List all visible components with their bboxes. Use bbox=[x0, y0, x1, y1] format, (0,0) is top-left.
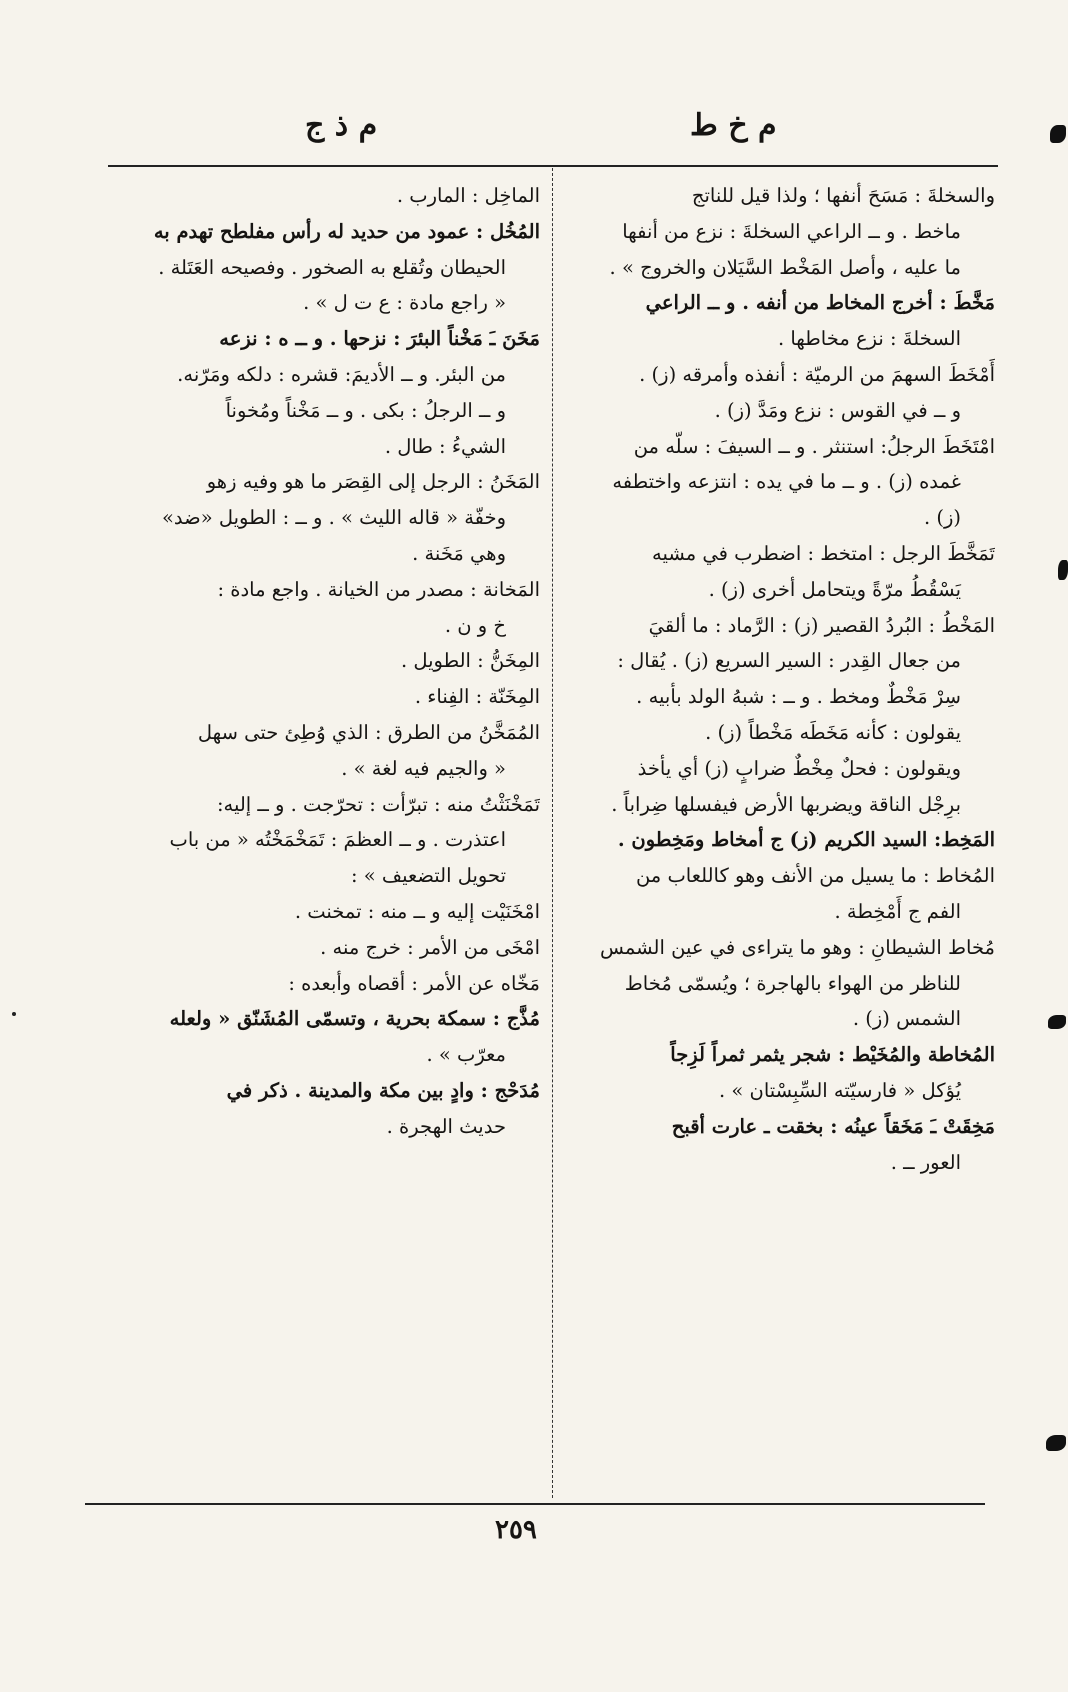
column-separator bbox=[552, 168, 553, 1498]
entry-line: وخفّة « قاله الليث » . و ــ : الطويل «ضد» bbox=[161, 506, 506, 530]
entry-line: العور ــ . bbox=[890, 1150, 961, 1174]
entry-line: السخلةَ : نزع مخاطها . bbox=[777, 327, 961, 351]
entry-line: الشيءُ : طال . bbox=[384, 434, 506, 458]
ink-speck bbox=[12, 1012, 16, 1016]
entry-line: مُدَحْج : وادٍ بين مكة والمدينة . ذكر في bbox=[226, 1078, 540, 1102]
entry-line: المُخاطة والمُخَيْط : شجر يثمر ثمراً لَزِجاً bbox=[670, 1043, 995, 1067]
entry-line: برِجْل الناقة ويضربها الأرض فيفسلها ضِراباً . bbox=[611, 792, 961, 816]
running-header-right: م خ ط bbox=[690, 108, 777, 143]
entry-line: مَخَّطَ : أخرج المخاط من أنفه . و ــ الراعي bbox=[645, 291, 995, 315]
header-rule bbox=[108, 165, 998, 167]
entry-line: المِخَنُّ : الطويل . bbox=[400, 649, 540, 673]
entry-line: اعتذرت . و ــ العظمَ : تَمَخْمَخْتُه « من باب bbox=[169, 828, 506, 852]
binding-hole-mark bbox=[1048, 1015, 1066, 1029]
entry-line: (ز) . bbox=[923, 506, 961, 530]
entry-line: المَخْطُ : البُردُ القصير (ز) : الرَّماد : ما ألقيَ bbox=[648, 613, 995, 637]
entry-line: يُؤكل « فارسيّته السِّبِسْتان » . bbox=[718, 1078, 961, 1102]
entry-line: مَخّاه عن الأمر : أقصاه وأبعده : bbox=[288, 971, 540, 995]
entry-line: ويقولون : فحلٌ مِخْطٌ ضرابٍ (ز) أي يأخذ bbox=[637, 756, 961, 780]
entry-line: « والجيم فيه لغة » . bbox=[341, 756, 506, 780]
entry-line: المَخِط: السيد الكريم (ز) ج أمخاط ومَخِطون . bbox=[617, 828, 995, 852]
entry-line: للناظر من الهواء بالهاجرة ؛ ويُسمّى مُخاط bbox=[624, 971, 961, 995]
entry-line: مَخِقَتْ ـَ مَخَقاً عينُه : بخقت ـ عارت أقبح bbox=[671, 1114, 995, 1138]
entry-line: غمده (ز) . و ــ ما في يده : انتزعه واختطفه bbox=[612, 470, 961, 494]
entry-line: المِخَنّة : الفِناء . bbox=[414, 685, 540, 709]
entry-line: المَخانة : مصدر من الخيانة . واجع مادة : bbox=[217, 577, 540, 601]
entry-line: الماخِل : المارب . bbox=[396, 184, 540, 207]
entry-line: المُمَخَّنُ من الطرق : الذي وُطِئ حتى سهل bbox=[197, 720, 540, 744]
footer-rule bbox=[85, 1503, 985, 1505]
entry-line: يقولون : كأنه مَخَطَه مَخْطاً (ز) . bbox=[705, 720, 961, 744]
page-number: ٢٥٩ bbox=[495, 1515, 537, 1545]
entry-line: الشمس (ز) . bbox=[852, 1007, 961, 1031]
entry-line: و ــ في القوس : نزع ومَدَّ (ز) . bbox=[714, 398, 961, 422]
entry-line: تحويل التضعيف » : bbox=[350, 864, 506, 888]
entry-line: المُخُل : عمود من حديد له رأس مفلطح تهدم به bbox=[153, 219, 540, 243]
entry-line: يَسْقُطُ مرّةً ويتحامل أخرى (ز) . bbox=[708, 577, 961, 601]
entry-line: خ و ن . bbox=[444, 613, 506, 637]
entry-line: سِرْ مَخْطٌ ومخط . و ــ : شبهُ الولد بأبيه . bbox=[636, 685, 961, 709]
entry-line: تَمَخَّطَ الرجل : امتخط : اضطرب في مشيه bbox=[652, 541, 995, 565]
entry-line: الفم ج أَمْخِطة . bbox=[834, 899, 961, 923]
entry-line: مُذَّج : سمكة بحرية ، وتسمّى المُشَنّق « ولعله bbox=[169, 1007, 540, 1031]
entry-line: من البئر. و ــ الأديمَ: قشره : دلكه ومَرّنه. bbox=[177, 362, 506, 386]
left-column bbox=[92, 178, 540, 1145]
binding-hole-mark bbox=[1046, 1435, 1066, 1451]
entry-line: و ــ الرجلُ : بكى . و ــ مَخْناً ومُخوناً bbox=[225, 398, 506, 422]
entry-line: حديث الهجرة . bbox=[386, 1114, 506, 1138]
right-column bbox=[560, 178, 995, 1180]
entry-line: المَخَنُ : الرجل إلى القِصَر ما هو وفيه زهو bbox=[206, 470, 540, 494]
entry-line: ماخط . و ــ الراعي السخلةَ : نزع من أنفها bbox=[622, 219, 961, 243]
entry-line: امْخَى من الأمر : خرج منه . bbox=[320, 935, 540, 959]
entry-line: مُخاط الشيطانِ : وهو ما يتراءى في عين الشمس bbox=[600, 935, 995, 959]
binding-hole-mark bbox=[1050, 125, 1066, 143]
entry-line: تَمَخْنَثْتُ منه : تبرّأت : تحرّجت . و ــ إليه: bbox=[216, 792, 540, 816]
entry-line: المُخاط : ما يسيل من الأنف وهو كاللعاب من bbox=[635, 864, 995, 888]
entry-line: مَخَنَ ـَ مَخْناً البئرَ : نزحها . و ــ ه : نزعه bbox=[219, 327, 540, 351]
binding-hole-mark bbox=[1058, 560, 1068, 580]
entry-line: وهي مَخَنة . bbox=[412, 541, 506, 565]
entry-line: امْخَنَيْت إليه و ــ منه : تمخنت . bbox=[294, 899, 540, 923]
entry-line: امْتَخَطَ الرجلُ: استنثر . و ــ السيفَ : سلّه من bbox=[633, 434, 995, 458]
running-header-left: م ذ ج bbox=[305, 108, 378, 143]
entry-line: أَمْخَطَ السهمَ من الرميّة : أنفذه وأمرقه (ز) . bbox=[639, 362, 995, 386]
entry-line: من جعال القِدر : السير السريع (ز) . يُقال : bbox=[617, 649, 961, 673]
entry-line: ما عليه ، وأصل المَخْط السَّيَلان والخروج » . bbox=[609, 255, 961, 279]
entry-line: الحيطان وتُقلع به الصخور . وفصيحه العَتَلة . bbox=[158, 255, 506, 279]
entry-line: معرّب » . bbox=[426, 1043, 506, 1067]
entry-line: والسخلةَ : مَسَحَ أنفها ؛ ولذا قيل للناتج bbox=[691, 184, 995, 207]
entry-line: « راجع مادة : ع ت ل » . bbox=[303, 291, 506, 315]
